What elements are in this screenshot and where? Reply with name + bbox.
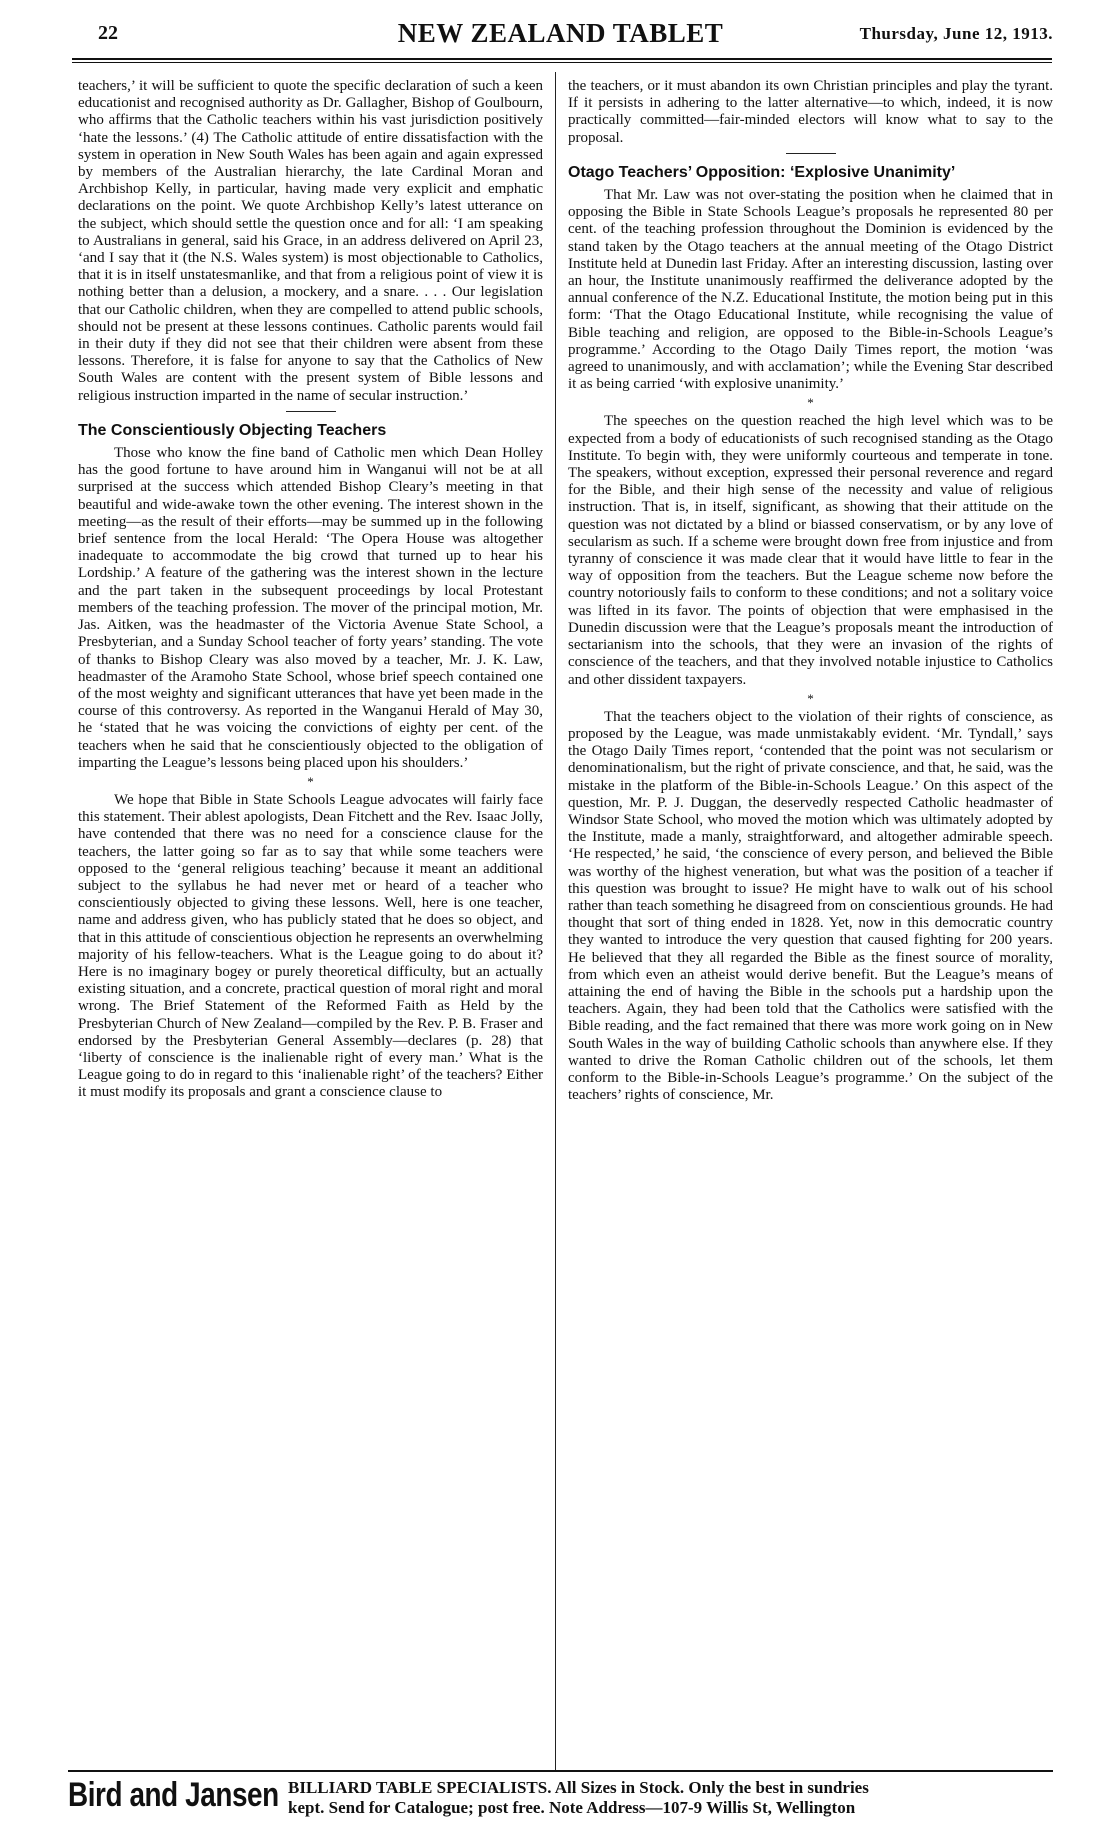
section-divider [286, 411, 336, 412]
left-heading-1: The Conscientiously Objecting Teachers [78, 421, 387, 439]
right-heading-1: Otago Teachers’ Opposition: ‘Explosive Unanimity’ [568, 163, 956, 181]
section-divider [786, 153, 836, 154]
column-divider [555, 72, 556, 1772]
section-star: * [807, 395, 814, 411]
section-star: * [807, 690, 814, 706]
ad-line-1: BILLIARD TABLE SPECIALISTS. All Sizes in Stock. Only the best in sundries [288, 1778, 869, 1797]
left-paragraph-1: teachers,’ it will be sufficient to quote the specific declaration of such a keen educationist and recognised authority as Dr. Gallagher, Bishop of Goulbourn, who affirms that the Catholic teachers within his vast jurisdiction positively ‘hate the lessons.’ (4) The Catholic attitude of entire dissatisfaction with the system in operation in New South Wales has been again and again expressed by members of the Australian hierarchy, the late Cardinal Moran and Archbishop Kelly, in particular, having made very explicit and emphatic declarations on the point. We quote Archbishop Kelly’s latest utterance on the subject, which should settle the question once and for all: ‘I am speaking to Australians in general, said his Grace, in an address delivered on April 23, ‘and I say that it (the N.S. Wales system) is most objectionable to Catholics, that it is in itself unstatesmanlike, and that from a religious point of view it is nothing better than a delusion, a mockery, and a snare. . . . Our legislation that our Catholic children, when they are compelled to attend public schools, should not be present at these lessons continues. Catholic parents would fail in their duty if they did not see that their children were absent from these lessons. Therefore, it is false for anyone to say that the Catholics of New South Wales are content with the present system of Bible lessons and religious instruction imparted in the name of secular instruction.’ [78, 78, 543, 404]
advertisement [68, 1770, 1053, 1820]
right-paragraph-1: the teachers, or it must abandon its own Christian principles and play the tyrant. If it persists in adhering to the latter alternative—to which, indeed, it is now practically committed—fair-minded electors will know what to say to the proposal. [568, 78, 1053, 146]
left-paragraph-2: Those who know the fine band of Catholic men which Dean Holley has the good fortune to have around him in Wanganui will not be at all surprised at the success which attended Bishop Cleary’s meeting in that beautiful and wide-awake town the other evening. The interest shown in the meeting—as the result of their efforts—may be summed up in the following brief sentence from the local Herald: ‘The Opera House was altogether inadequate to accommodate the big crowd that turned up to hear his Lordship.’ A feature of the gathering was the interest shown in the lecture and the part taken in the subsequent proceedings by local Protestant members of the teaching profession. The mover of the principal motion, Mr. Jas. Aitken, was the headmaster of the Victoria Avenue State School, a Presbyterian, and a Sunday School teacher of forty years’ standing. The vote of thanks to Bishop Cleary was also moved by a teacher, Mr. J. K. Law, headmaster of the Aramoho State School, whose brief speech contained one of the most weighty and significant utterances that have yet been made in the course of this controversy. As reported in the Wanganui Herald of May 30, he ‘stated that he was voicing the convictions of eighty per cent. of the teachers when he said that he conscientiously objected to the obligation of imparting the League’s lessons being placed upon his shoulders.’ [78, 445, 543, 771]
header-rule-thin [72, 62, 1052, 63]
header-rule [72, 58, 1052, 60]
issue-date: Thursday, June 12, 1913. [859, 24, 1053, 43]
newspaper-page [68, 18, 1068, 1818]
page-number: 22 [98, 22, 118, 44]
right-paragraph-3: The speeches on the question reached the high level which was to be expected from a body of educationists of such recognised standing as the Otago Institute. To begin with, they were uniformly courteous and temperate in tone. The speakers, without exception, expressed their personal reverence and regard for the Bible, and their high sense of the necessity and value of religious instruction. That is, in itself, significant, as showing that their attitude on the question was not dictated by a blind or biassed conservatism, or by any love of secularism as such. If a scheme were brought down free from injustice and from tyranny of conscience it was made clear that it would have little to fear in the way of opposition from the teachers. But the League scheme now before the country notoriously fails to conform to these conditions; and not a solitary voice was lifted in its favor. The points of objection that were emphasised in the Dunedin discussion were that the League’s proposals meant the introduction of sectarianism into the schools, that they were an invasion of the rights of conscience of the teachers, and that they involved notable injustice to Catholics and other dissident taxpayers. [568, 413, 1053, 688]
ad-line-2: kept. Send for Catalogue; post free. Note Address—107-9 Willis St, Wellington [288, 1798, 856, 1817]
left-column [78, 78, 543, 1102]
right-column [568, 78, 1053, 1104]
masthead [68, 18, 1053, 52]
right-paragraph-4: That the teachers object to the violation of their rights of conscience, as proposed by the League, was made unmistakably evident. ‘Mr. Tyndall,’ says the Otago Daily Times report, ‘contended that the point was not secularism or denominationalism, but the right of private conscience, and that, he said, was the mistake in the platform of the Bible-in-Schools League.’ On this aspect of the question, Mr. P. J. Duggan, the deservedly respected Catholic headmaster of Windsor State School, who moved the motion which was ultimately adopted by the Institute, made a manly, straightforward, and altogether admirable speech. ‘He respected,’ he said, ‘the conscience of every person, and believed the Bible was worthy of the highest veneration, but what was the position of a teacher if this question was brought to issue? He might have to walk out of his school rather than teach something he disagreed from on conscientious grounds. He had thought that sort of thing ended in 1828. Yet, now in this democratic country they wanted to introduce the very question that caused fighting for 200 years. He believed that they all regarded the Bible as the finest source of morality, from which even an atheist would derive benefit. But the League’s means of attaining the end of having the Bible in the schools put a hardship upon the teachers. Again, they had been told that the Catholics were satisfied with the Bible reading, and the fact remained that there was more work going on in New South Wales in the way of building Catholic schools than anywhere else. If they wanted to drive the Roman Catholic children out of the schools, let them conform to the Bible-in-Schools League’s programme.’ On the subject of the teachers’ rights of conscience, Mr. [568, 708, 1053, 1104]
section-star: * [307, 773, 314, 789]
publication-title: NEW ZEALAND TABLET [397, 18, 724, 48]
left-paragraph-3: We hope that Bible in State Schools League advocates will fairly face this statement. Their ablest apologists, Dean Fitchett and the Rev. Isaac Jolly, have contended that there was no need for a conscience clause for the teachers, the latter going so far as to say that while some teachers were opposed to the ‘general religious teaching’ because it meant an additional subject to the syllabus he had never met or heard of a teacher who conscientiously objected to giving these lessons. Well, here is one teacher, name and address given, who has publicly stated that he does so object, and that in this attitude of conscientious objection he represents an overwhelming majority of his fellow-teachers. What is the League going to do about it? Here is no imaginary bogey or purely theoretical difficulty, but an actually existing situation, and a concrete, practical question of moral right and moral wrong. The Brief Statement of the Reformed Faith as Held by the Presbyterian Church of New Zealand—compiled by the Rev. P. B. Fraser and endorsed by the Presbyterian General Assembly—declares (p. 28) that ‘liberty of conscience is the inalienable right of every man.’ What is the League going to do in regard to this ‘inalienable right’ of the teachers? Either it must modify its proposals and grant a conscience clause to [78, 791, 543, 1101]
advertiser-name: Bird and Jansen [68, 1776, 279, 1814]
right-paragraph-2: That Mr. Law was not over-stating the position when he claimed that in opposing the Bible in State Schools League’s proposals he represented 80 per cent. of the teaching profession throughout the Dominion is evidenced by the stand taken by the Otago teachers at the annual meeting of the Otago District Institute held at Dunedin last Friday. After an interesting discussion, lasting over an hour, the Institute unanimously reaffirmed the deliverance adopted by the annual conference of the N.Z. Educational Institute, the motion being put in this form: ‘That the Otago Educational Institute, while recognising the value of Bible teaching and religion, are opposed to the Bible-in-Schools League’s programme.’ According to the Otago Daily Times report, the motion ‘was agreed to unanimously, and with acclamation’; while the Evening Star described it as being carried ‘with explosive unanimity.’ [568, 187, 1053, 393]
